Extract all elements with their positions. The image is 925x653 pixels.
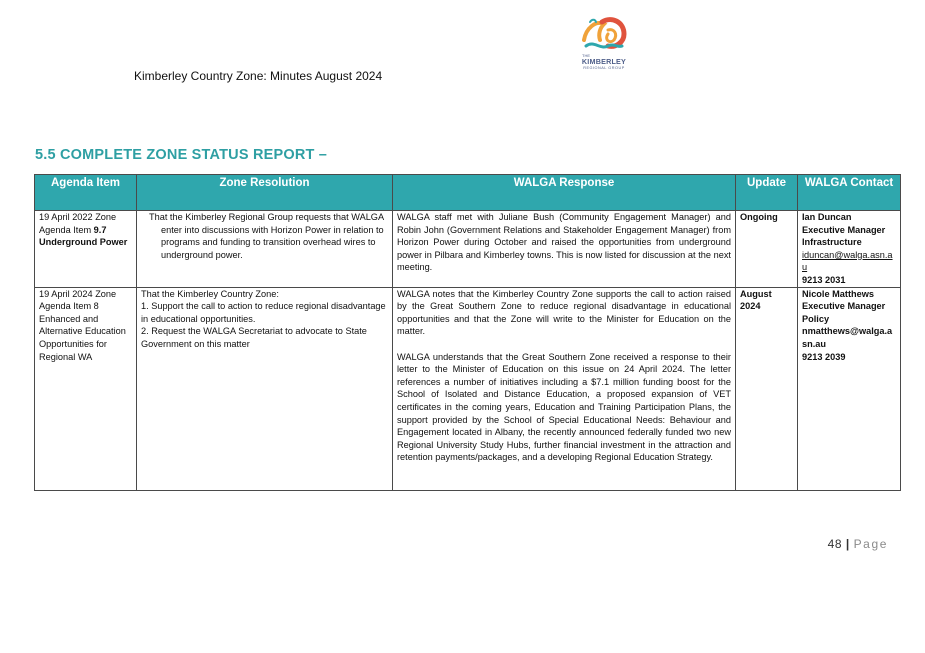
zone-resolution-cell <box>137 211 393 288</box>
contact-title: Executive Manager Infrastructure <box>802 224 886 248</box>
contact-title: Executive Manager Policy <box>802 301 886 324</box>
contact-phone: 9213 2039 <box>802 351 846 362</box>
walga-response-paragraph-1: WALGA notes that the Kimberley Country Zone supports the call to action raised by the Great Southern Zone to reduce regional disadvantage in educational opportunities and that the Zone will write to the Minister for Education on the matter. <box>397 288 731 337</box>
contact-name: Nicole Matthews <box>802 288 874 299</box>
page-separator: | <box>845 537 850 551</box>
contact-name: Ian Duncan <box>802 212 852 222</box>
walga-response-cell <box>393 287 736 490</box>
walga-contact-cell <box>798 211 901 288</box>
logo-wordmark <box>574 53 634 71</box>
column-header-update: Update <box>736 175 798 211</box>
zone-resolution-intro: That the Kimberley Country Zone: <box>141 288 279 299</box>
walga-contact-cell <box>798 287 901 490</box>
agenda-item-title: 9.7 Underground Power <box>39 224 128 248</box>
contact-email-link[interactable]: iduncan@walga.asn.au <box>802 249 893 273</box>
agenda-item-cell <box>35 287 137 490</box>
contact-phone: 9213 2031 <box>802 274 846 285</box>
agenda-item-text: 19 April 2022 Zone Agenda Item <box>39 212 117 235</box>
zone-resolution-cell <box>137 287 393 490</box>
column-header-agenda-item: Agenda Item <box>35 175 137 211</box>
column-header-walga-response: WALGA Response <box>393 175 736 211</box>
table-row <box>35 211 901 288</box>
walga-response-cell <box>393 211 736 288</box>
walga-response-text: WALGA staff met with Juliane Bush (Community Engagement Manager) and Robin John (Government Relations and Stakeholder Engagement Manager) from Horizon Power during October and raised the opportunities from underground power in Pilbara and Kimberley towns. This is now listed for discussion at the next meeting. <box>397 212 731 273</box>
logo-name: KIMBERLEY <box>581 57 627 66</box>
agenda-item-text: 19 April 2024 Zone Agenda Item 8 Enhanced and Alternative Education Opportunities for Regional WA <box>39 288 126 362</box>
page-number: 48 <box>827 537 843 551</box>
page-footer <box>828 537 888 551</box>
walga-response-paragraph-2: WALGA understands that the Great Southern Zone received a response to their letter to the Minister of Education on this issue on 24 April 2024. The letter references a number of initiatives including a $7.1 million funding boost for the School of Isolated and Distance Education, a proposed expansion of VET certificates in the coming years, Education and Training Participation Plans, the support provided by the School of Special Educational Needs: Behaviour and Engagement located in Albany, the recently announced federally funded two new Regional University Study Hubs, further financial investment in the attraction and retention payments/packages, and a developing Regional Education Strategy. <box>397 351 731 463</box>
table-header-row <box>35 175 901 211</box>
zone-status-table <box>34 174 901 491</box>
paragraph-spacer <box>397 338 731 351</box>
contact-email: nmatthews@walga.asn.au <box>802 326 893 349</box>
update-status: August 2024 <box>740 288 772 312</box>
column-header-zone-resolution: Zone Resolution <box>137 175 393 211</box>
page-label: Page <box>853 537 888 551</box>
zone-resolution-text: That the Kimberley Regional Group requests that WALGA enter into discussions with Horizon Power in relation to programs and funding to transition overhead wires to underground power. <box>149 212 384 260</box>
logo-subtitle: REGIONAL GROUP <box>583 66 625 70</box>
zone-resolution-item-1: 1. Support the call to action to reduce regional disadvantage in educational opportunities. <box>141 301 386 324</box>
update-status: Ongoing <box>740 212 778 222</box>
table-row <box>35 287 901 490</box>
column-header-walga-contact: WALGA Contact <box>798 175 901 211</box>
update-cell <box>736 287 798 490</box>
section-heading: 5.5 COMPLETE ZONE STATUS REPORT – <box>35 147 328 163</box>
document-header-title: Kimberley Country Zone: Minutes August 2024 <box>134 69 383 83</box>
agenda-item-cell <box>35 211 137 288</box>
logo-the: THE <box>582 53 590 58</box>
zone-resolution-item-2: 2. Request the WALGA Secretariat to advocate to State Government on this matter <box>141 326 367 349</box>
update-cell <box>736 211 798 288</box>
